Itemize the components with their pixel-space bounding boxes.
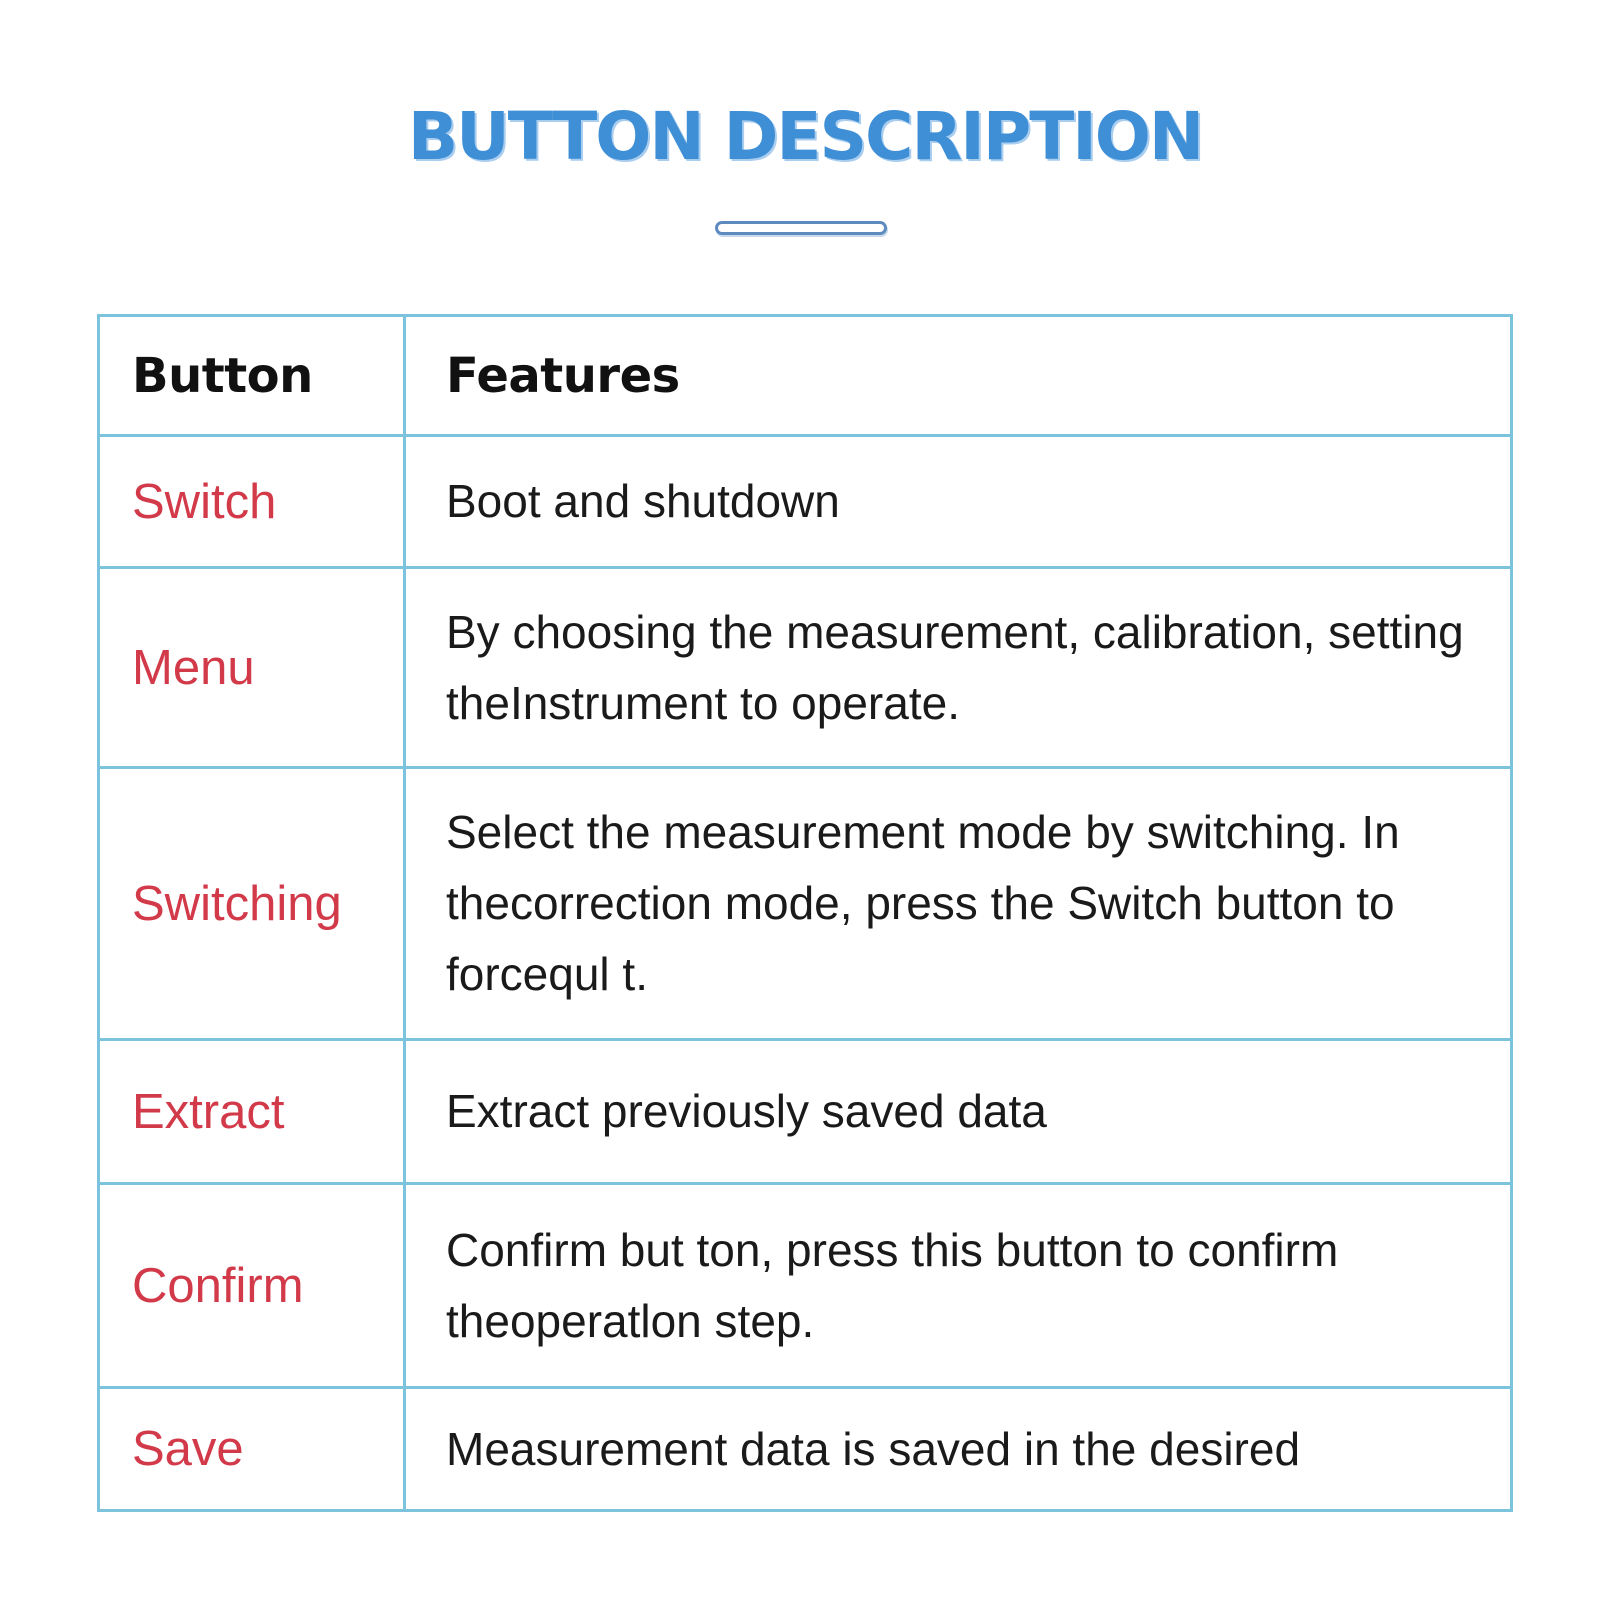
- page-title: BUTTON DESCRIPTION: [407, 98, 1203, 175]
- feature-description-cell: Measurement data is saved in the desired: [405, 1388, 1512, 1511]
- feature-description-cell: Boot and shutdown: [405, 436, 1512, 568]
- button-name-cell: Menu: [99, 568, 405, 768]
- button-name-cell: Extract: [99, 1040, 405, 1184]
- table-row: [99, 768, 1512, 1040]
- title-underline-decoration: [715, 221, 887, 235]
- button-name-cell: Switch: [99, 436, 405, 568]
- feature-description-cell: Extract previously saved data: [405, 1040, 1512, 1184]
- table-row: [99, 1388, 1512, 1511]
- table-row: [99, 568, 1512, 768]
- button-name-cell: Save: [99, 1388, 405, 1511]
- table-row: [99, 1040, 1512, 1184]
- feature-description-cell: Select the measurement mode by switching. In thecorrection mode, press the Switch button to forcequl t.: [405, 768, 1512, 1040]
- button-description-table: [97, 314, 1513, 1512]
- button-name-cell: Confirm: [99, 1184, 405, 1388]
- table-header-row: [99, 316, 1512, 436]
- column-header-features: Features: [405, 316, 1512, 436]
- button-name-cell: Switching: [99, 768, 405, 1040]
- table-row: [99, 1184, 1512, 1388]
- feature-description-cell: By choosing the measurement, calibration, setting theInstrument to operate.: [405, 568, 1512, 768]
- column-header-button: Button: [99, 316, 405, 436]
- feature-description-cell: Confirm but ton, press this button to confirm theoperatlon step.: [405, 1184, 1512, 1388]
- table-row: [99, 436, 1512, 568]
